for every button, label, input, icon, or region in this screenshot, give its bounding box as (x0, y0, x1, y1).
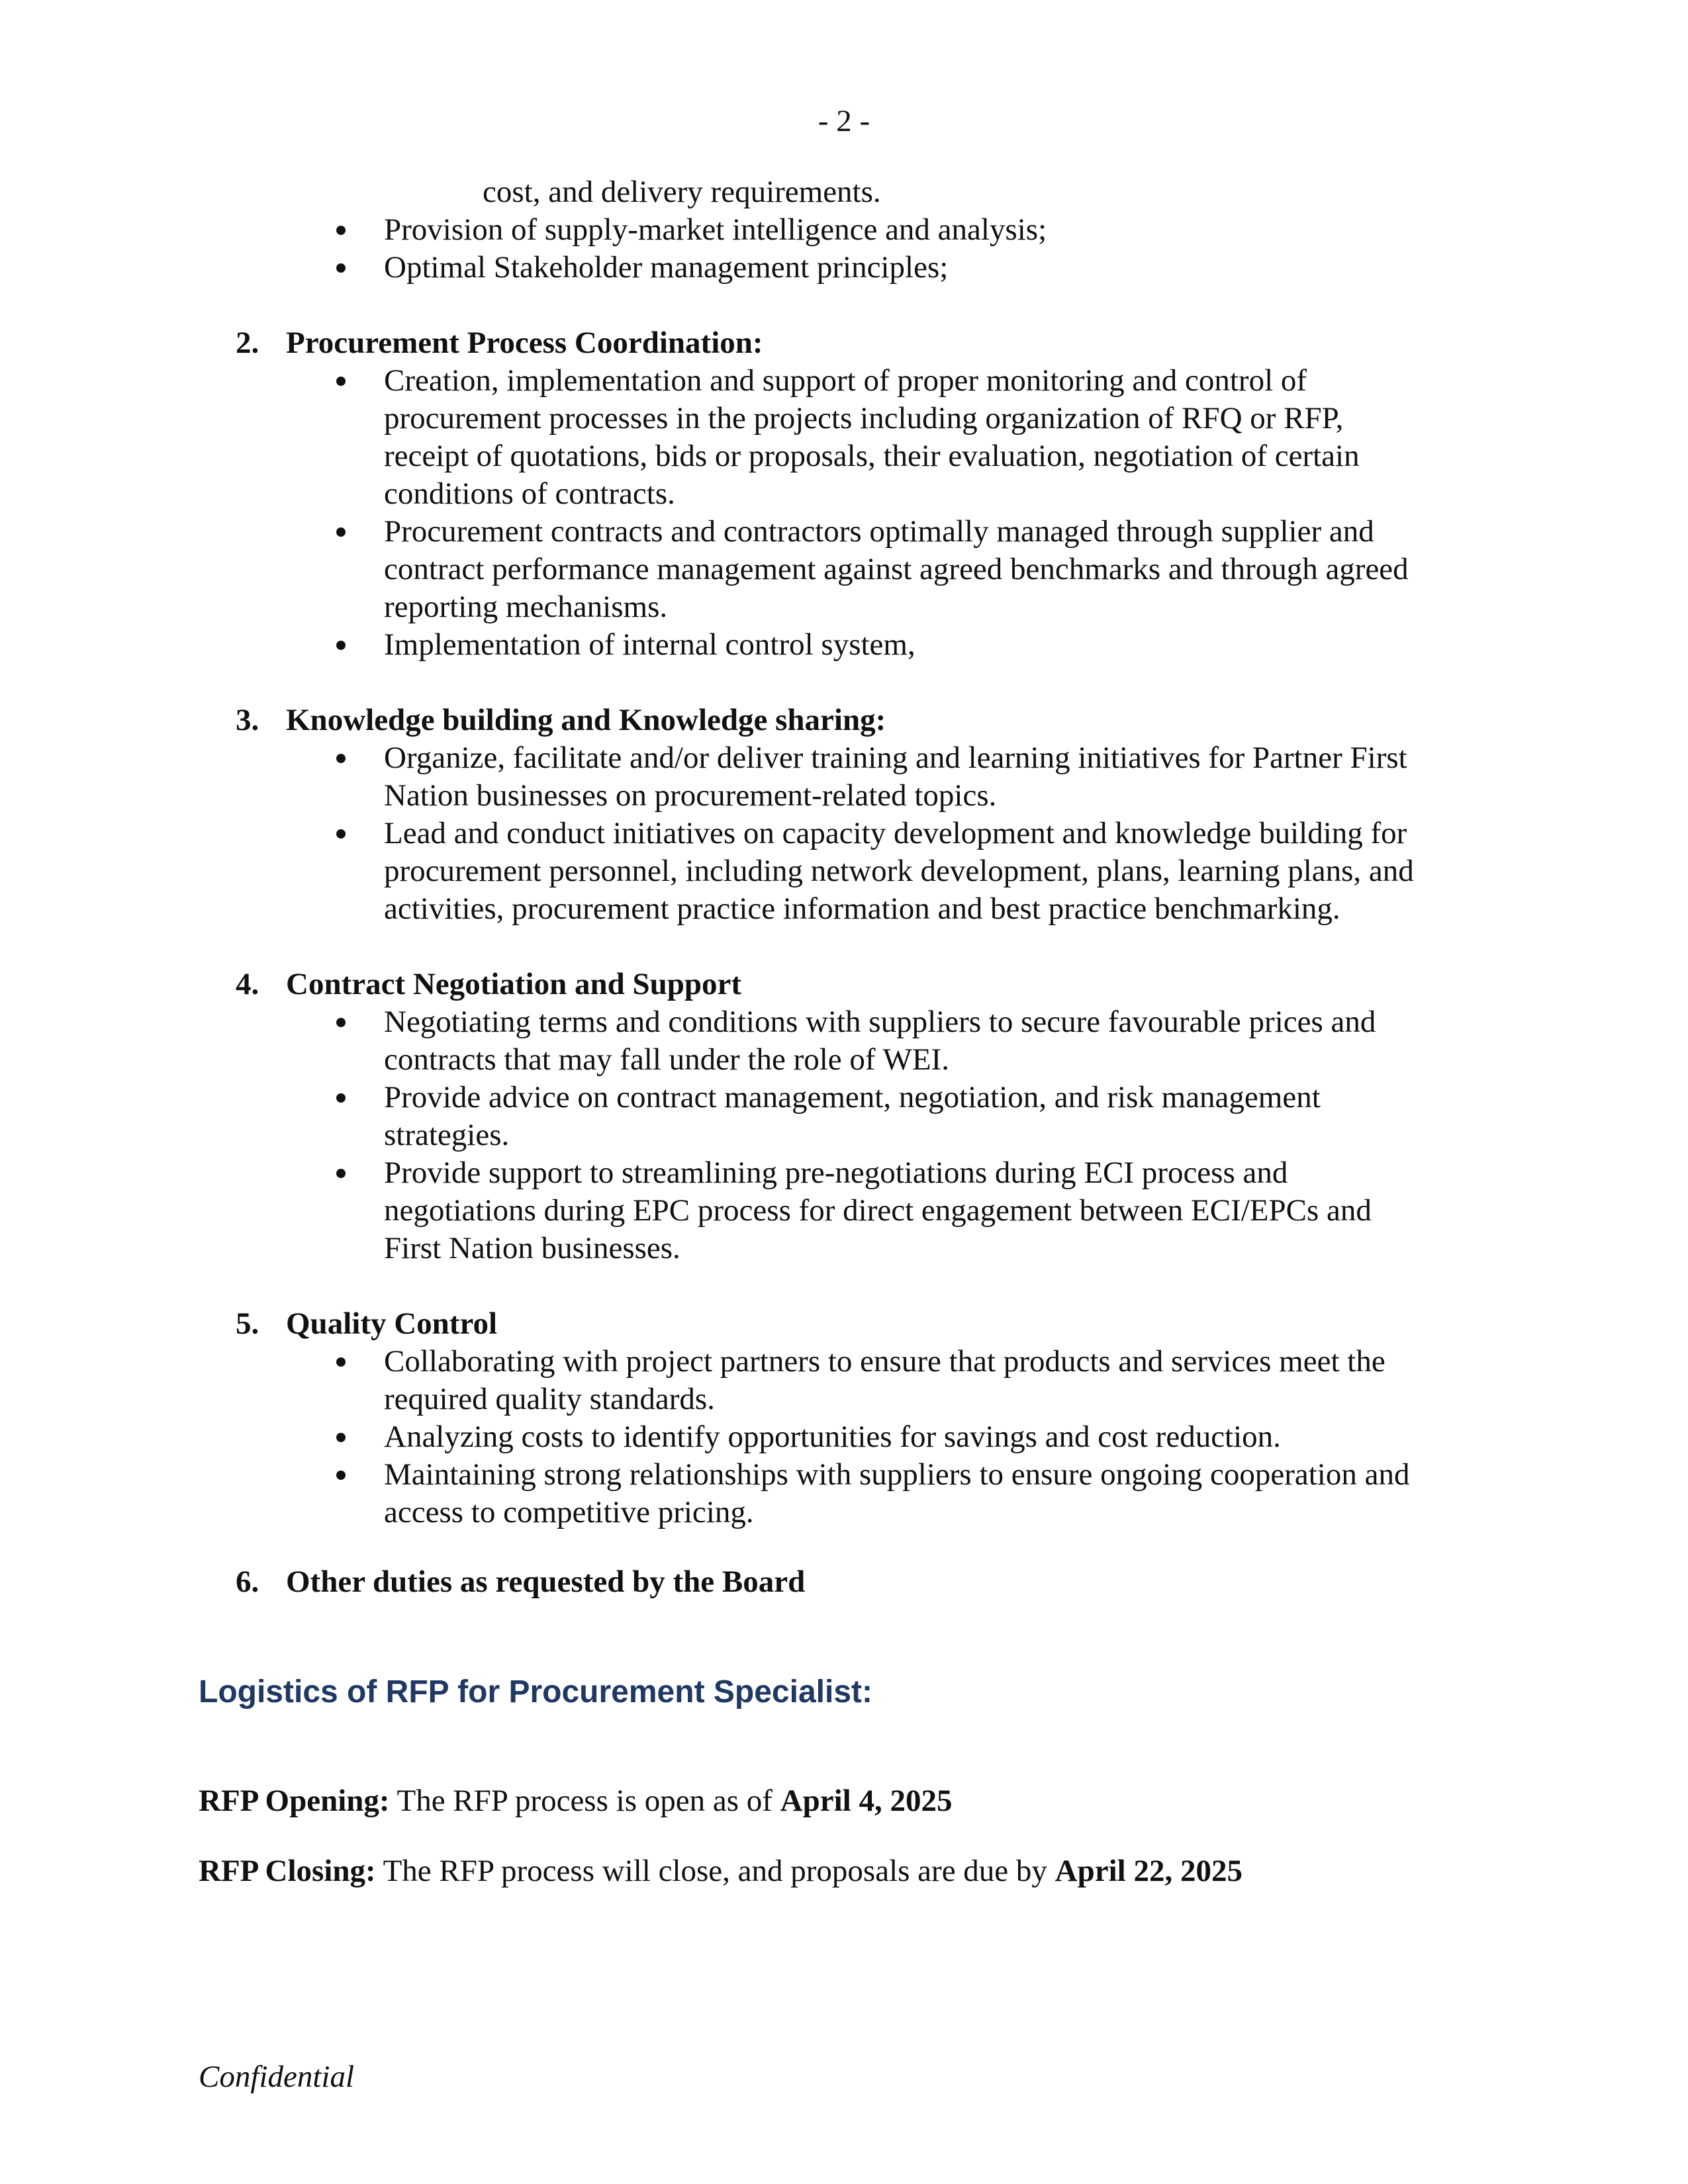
section-title: Quality Control (286, 1306, 498, 1341)
rfp-closing-label: RFP Closing: (199, 1854, 376, 1888)
section-number: 5. (236, 1306, 259, 1341)
section-number: 2. (236, 326, 259, 360)
bullet-text-line: Provide advice on contract management, negotiation, and risk management (384, 1080, 1321, 1115)
bullet-icon (336, 815, 346, 852)
page-number: - 2 - (818, 104, 870, 138)
rfp-closing (199, 1852, 1243, 1890)
bullet-text-line: strategies. (384, 1118, 510, 1152)
bullet-text-line: Provide support to streamlining pre-negotiations during ECI process and (384, 1156, 1288, 1190)
bullet-icon (336, 1343, 346, 1381)
bullet-text-line: Creation, implementation and support of proper monitoring and control of (384, 363, 1307, 398)
rfp-closing-date: April 22, 2025 (1055, 1854, 1243, 1888)
rfp-closing-text: The RFP process will close, and proposals are due by (375, 1854, 1055, 1888)
bullet-icon (336, 211, 346, 249)
rfp-opening-text: The RFP process is open as of (389, 1784, 780, 1818)
bullet-icon (336, 1154, 346, 1192)
section-title: Knowledge building and Knowledge sharing: (286, 703, 886, 737)
bullet-text-line: negotiations during EPC process for direct engagement between ECI/EPCs and (384, 1193, 1372, 1228)
bullet-text-line: Nation businesses on procurement-related topics. (384, 778, 997, 813)
bullet-text-line: required quality standards. (384, 1382, 715, 1416)
bullet-text-line: Implementation of internal control system, (384, 627, 915, 662)
bullet-text-line: Organize, facilitate and/or deliver training and learning initiatives for Partner First (384, 741, 1407, 775)
bullet-text-line: reporting mechanisms. (384, 590, 668, 624)
section-number: 4. (236, 967, 259, 1001)
rfp-opening-date: April 4, 2025 (780, 1784, 953, 1818)
bullet-text-line: Collaborating with project partners to ensure that products and services meet the (384, 1344, 1385, 1379)
bullet-icon (336, 362, 346, 400)
bullet-text-line: conditions of contracts. (384, 477, 675, 511)
bullet-text-line: procurement personnel, including network development, plans, learning plans, and (384, 854, 1414, 888)
footer-confidential: Confidential (199, 2060, 354, 2094)
bullet-icon (336, 1003, 346, 1041)
bullet-text-line: contract performance management against agreed benchmarks and through agreed (384, 552, 1409, 586)
bullet-icon (336, 1079, 346, 1116)
bullet-icon (336, 626, 346, 664)
section-number: 3. (236, 703, 259, 737)
bullet-text: Optimal Stakeholder management principles; (384, 250, 949, 285)
bullet-text-line: activities, procurement practice information and best practice benchmarking. (384, 891, 1340, 926)
bullet-text-line: Maintaining strong relationships with suppliers to ensure ongoing cooperation and (384, 1457, 1410, 1492)
bullet-text-line: Negotiating terms and conditions with suppliers to secure favourable prices and (384, 1005, 1376, 1039)
bullet-text: Provision of supply-market intelligence and analysis; (384, 212, 1047, 247)
continuation-line: cost, and delivery requirements. (483, 175, 881, 209)
bullet-icon (336, 1456, 346, 1494)
bullet-text-line: First Nation businesses. (384, 1231, 680, 1265)
bullet-text-line: receipt of quotations, bids or proposals, their evaluation, negotiation of certain (384, 439, 1360, 473)
section-number: 6. (236, 1565, 259, 1599)
bullet-text-line: access to competitive pricing. (384, 1495, 754, 1529)
section-title: Other duties as requested by the Board (286, 1565, 806, 1599)
section-title: Procurement Process Coordination: (286, 326, 763, 360)
logistics-heading: Logistics of RFP for Procurement Specialist: (199, 1674, 872, 1709)
bullet-text-line: Procurement contracts and contractors optimally managed through supplier and (384, 514, 1374, 549)
rfp-opening (199, 1782, 952, 1820)
section-title: Contract Negotiation and Support (286, 967, 742, 1001)
bullet-text-line: procurement processes in the projects including organization of RFQ or RFP, (384, 401, 1344, 435)
rfp-opening-label: RFP Opening: (199, 1784, 390, 1818)
bullet-icon (336, 249, 346, 287)
bullet-icon (336, 739, 346, 777)
bullet-icon (336, 1418, 346, 1456)
bullet-icon (336, 513, 346, 551)
bullet-text-line: contracts that may fall under the role of WEI. (384, 1042, 949, 1077)
bullet-text-line: Analyzing costs to identify opportunities for savings and cost reduction. (384, 1420, 1281, 1454)
bullet-text-line: Lead and conduct initiatives on capacity development and knowledge building for (384, 816, 1407, 850)
